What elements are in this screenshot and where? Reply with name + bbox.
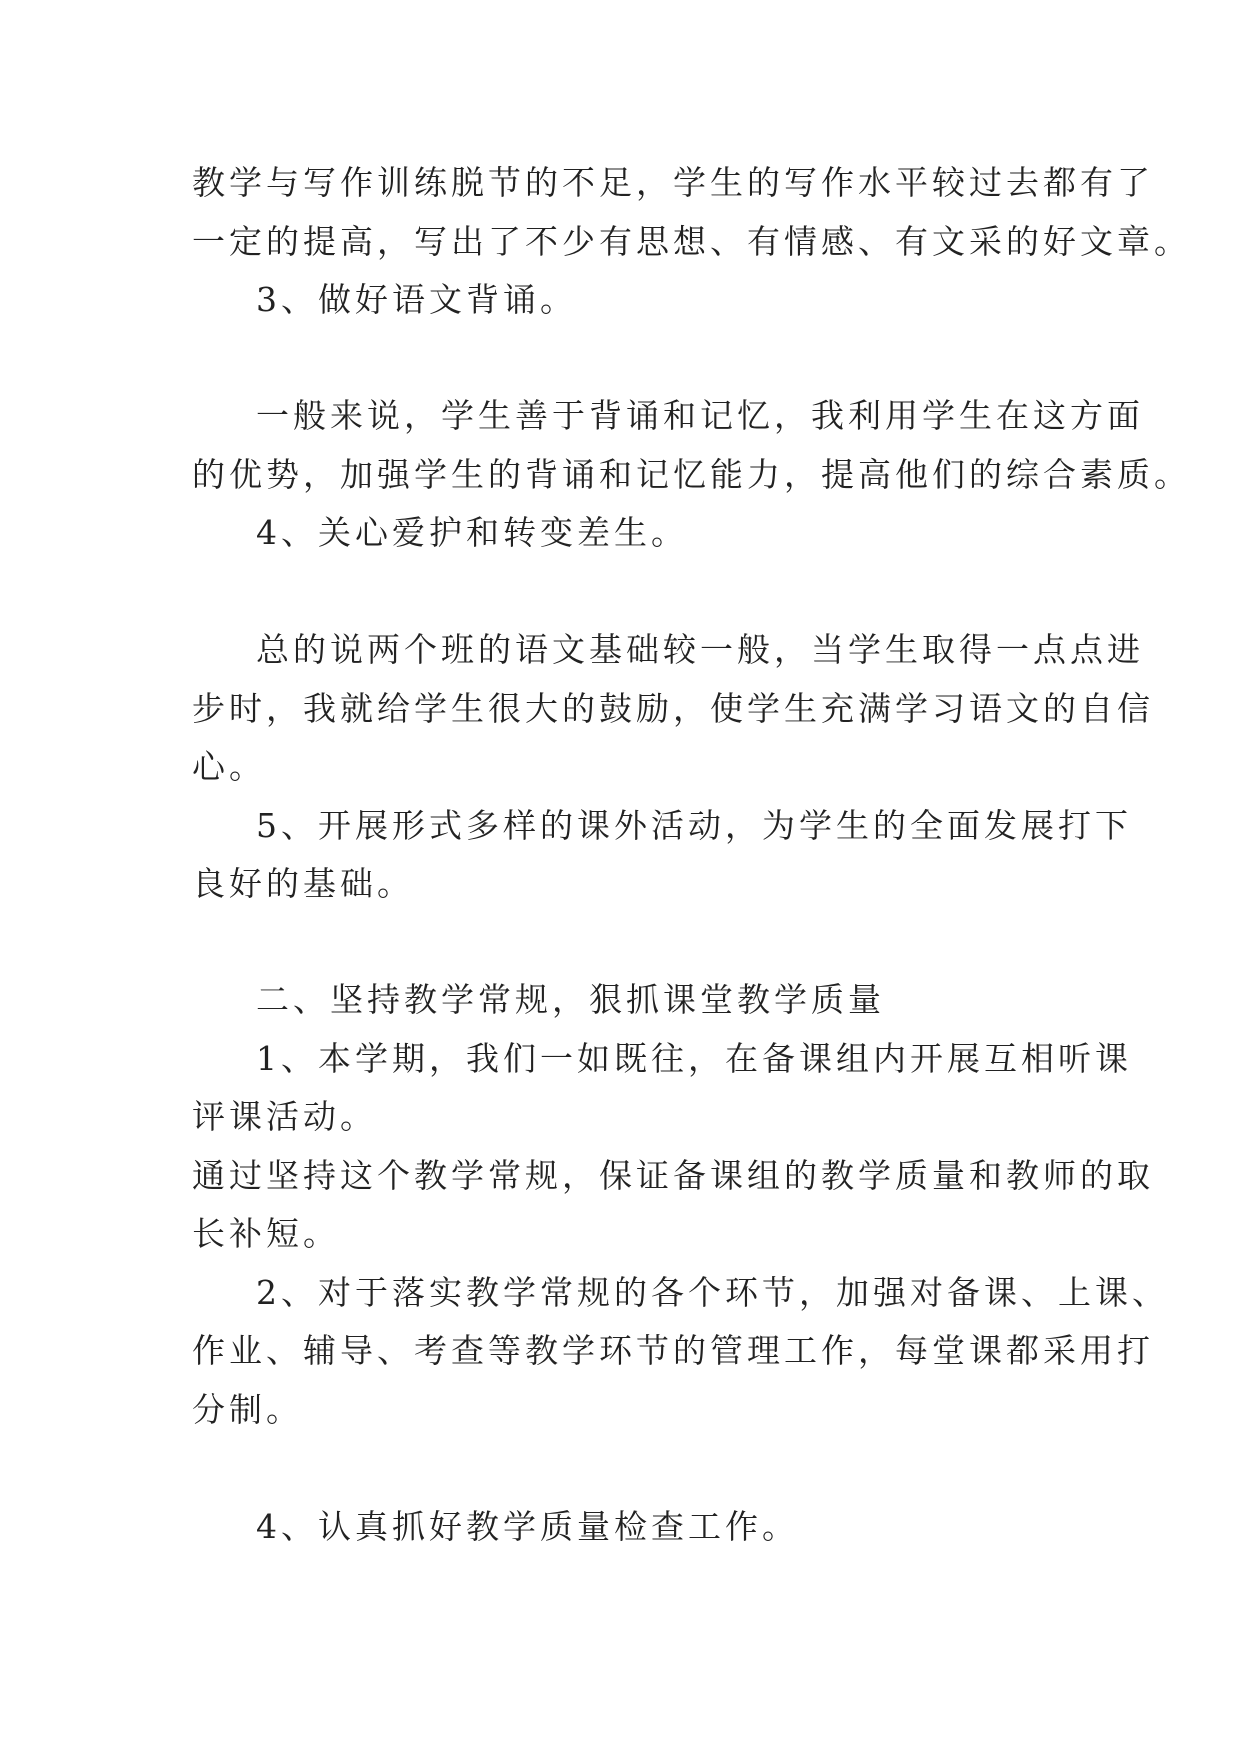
body-text-line: 一般来说，学生善于背诵和记忆，我利用学生在这方面 [256, 396, 1144, 435]
body-text-line: 长补短。 [192, 1214, 340, 1253]
body-text-line: 分制。 [192, 1390, 303, 1429]
section-heading: 二、坚持教学常规，狠抓课堂教学质量 [256, 980, 885, 1019]
body-text-line: 教学与写作训练脱节的不足，学生的写作水平较过去都有了 [192, 163, 1154, 202]
body-text-line: 一定的提高，写出了不少有思想、有情感、有文采的好文章。 [192, 222, 1191, 261]
body-text-line: 心。 [192, 747, 266, 786]
list-item-heading: 5、开展形式多样的课外活动，为学生的全面发展打下 [256, 806, 1132, 845]
body-text-line: 良好的基础。 [192, 864, 414, 903]
list-item-heading: 4、认真抓好教学质量检查工作。 [256, 1507, 799, 1546]
body-text-line: 的优势，加强学生的背诵和记忆能力，提高他们的综合素质。 [192, 455, 1191, 494]
body-text-line: 总的说两个班的语文基础较一般，当学生取得一点点进 [256, 630, 1144, 669]
body-text-line: 通过坚持这个教学常规，保证备课组的教学质量和教师的取 [192, 1156, 1154, 1195]
body-text-line: 作业、辅导、考查等教学环节的管理工作，每堂课都采用打 [192, 1331, 1154, 1370]
body-text-line: 步时，我就给学生很大的鼓励，使学生充满学习语文的自信 [192, 689, 1154, 728]
list-item-heading: 3、做好语文背诵。 [256, 280, 577, 319]
list-item-heading: 1、本学期，我们一如既往，在备课组内开展互相听课 [256, 1039, 1132, 1078]
body-text-line: 评课活动。 [192, 1097, 377, 1136]
list-item-heading: 2、对于落实教学常规的各个环节，加强对备课、上课、 [256, 1273, 1169, 1312]
list-item-heading: 4、关心爱护和转变差生。 [256, 513, 688, 552]
